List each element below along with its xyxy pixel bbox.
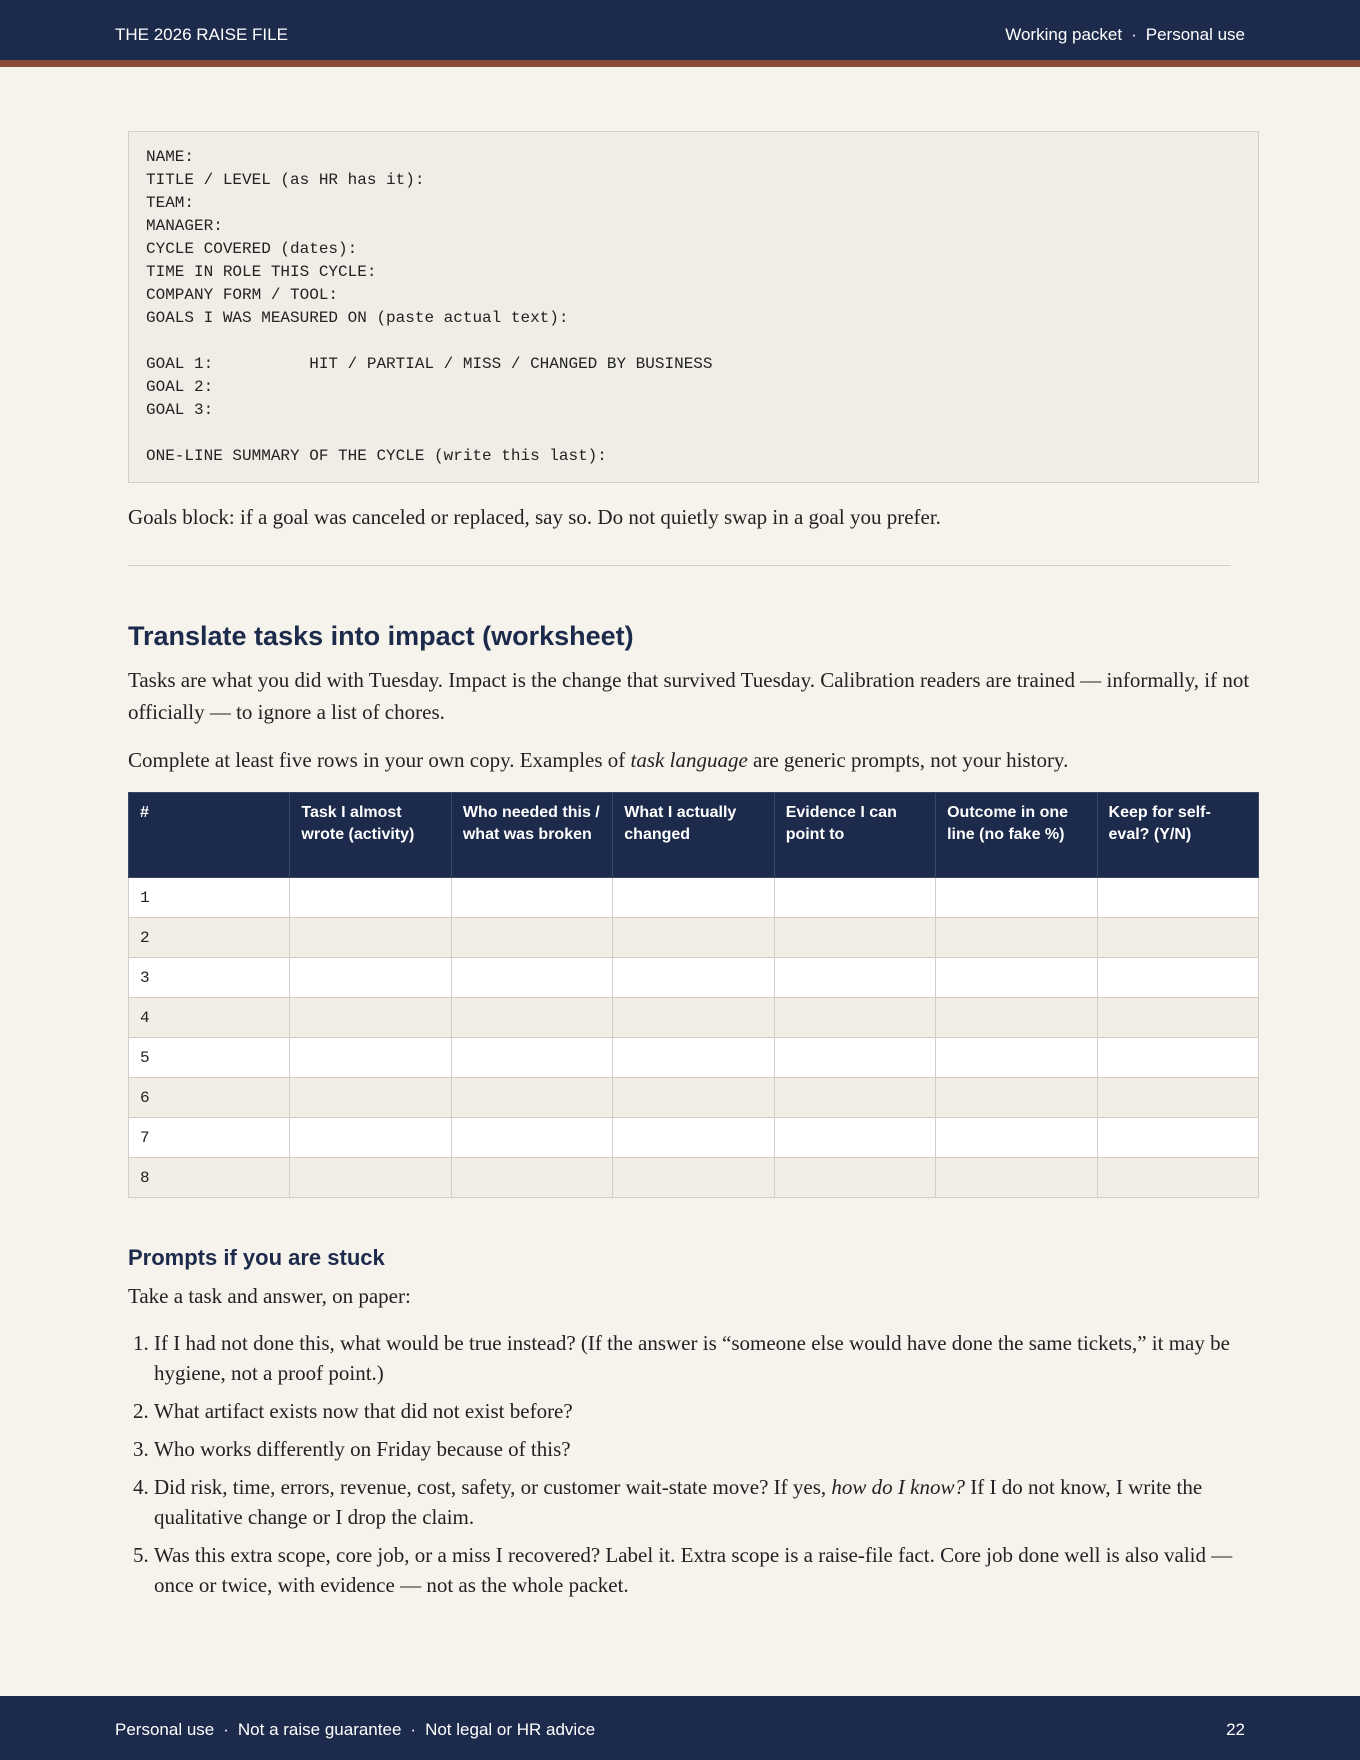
worksheet-cell[interactable] [290, 878, 451, 918]
prompt-text: Did risk, time, errors, revenue, cost, safety, or customer wait-state move? If yes, [154, 1475, 832, 1499]
table-row [129, 1078, 1259, 1118]
row-number-cell: 1 [129, 878, 290, 918]
table-row [129, 958, 1259, 998]
header-meta-packet: Working packet [1005, 25, 1123, 44]
worksheet-cell[interactable] [613, 998, 774, 1038]
row-number-cell: 8 [129, 1158, 290, 1198]
impact-worksheet-table [128, 792, 1259, 1198]
worksheet-cell[interactable] [774, 958, 935, 998]
worksheet-cell[interactable] [936, 998, 1097, 1038]
footer-separator: · [410, 1720, 417, 1739]
row-number-cell: 2 [129, 918, 290, 958]
worksheet-cell[interactable] [774, 878, 935, 918]
list-item [154, 1328, 1259, 1388]
worksheet-cell[interactable] [1097, 1038, 1258, 1078]
worksheet-cell[interactable] [290, 918, 451, 958]
worksheet-cell[interactable] [936, 1158, 1097, 1198]
worksheet-cell[interactable] [451, 918, 612, 958]
row-number-cell: 3 [129, 958, 290, 998]
instructions-text-before: Complete at least five rows in your own copy. Examples of [128, 748, 631, 772]
worksheet-cell[interactable] [613, 1118, 774, 1158]
worksheet-cell[interactable] [936, 878, 1097, 918]
worksheet-cell[interactable] [290, 1078, 451, 1118]
column-header: What I actually changed [613, 793, 774, 878]
worksheet-cell[interactable] [774, 1078, 935, 1118]
footer-no-advice: Not legal or HR advice [425, 1720, 596, 1739]
worksheet-cell[interactable] [936, 1118, 1097, 1158]
page-footer [0, 1696, 1360, 1760]
prompts-list [128, 1328, 1259, 1600]
column-header: # [129, 793, 290, 878]
column-header: Keep for self-eval? (Y/N) [1097, 793, 1258, 878]
table-row [129, 1038, 1259, 1078]
column-header: Outcome in one line (no fake %) [936, 793, 1097, 878]
goals-note: Goals block: if a goal was canceled or replaced, say so. Do not quietly swap in a goal you prefer. [128, 505, 941, 529]
worksheet-cell[interactable] [1097, 1078, 1258, 1118]
worksheet-cell[interactable] [774, 1038, 935, 1078]
worksheet-cell[interactable] [936, 1038, 1097, 1078]
row-number-cell: 4 [129, 998, 290, 1038]
worksheet-cell[interactable] [936, 958, 1097, 998]
worksheet-cell[interactable] [451, 878, 612, 918]
worksheet-cell[interactable] [1097, 918, 1258, 958]
page-number: 22 [1226, 1720, 1245, 1739]
table-row [129, 1118, 1259, 1158]
table-row [129, 918, 1259, 958]
column-header: Evidence I can point to [774, 793, 935, 878]
prompts-heading: Prompts if you are stuck [128, 1245, 385, 1270]
worksheet-cell[interactable] [451, 1118, 612, 1158]
page-content [128, 131, 1259, 1608]
column-header: Who needed this / what was broken [451, 793, 612, 878]
table-body [129, 878, 1259, 1198]
row-number-cell: 7 [129, 1118, 290, 1158]
worksheet-cell[interactable] [1097, 998, 1258, 1038]
worksheet-intro: Tasks are what you did with Tuesday. Impact is the change that survived Tuesday. Calibration readers are trained — informally, if not officially — to ignore a list of chores. [128, 668, 1250, 724]
prompt-text: Who works differently on Friday because of this? [154, 1437, 571, 1461]
instructions-emphasis: task language [630, 748, 748, 772]
worksheet-cell[interactable] [613, 918, 774, 958]
worksheet-cell[interactable] [290, 1118, 451, 1158]
footer-separator: · [223, 1720, 229, 1739]
prompt-text: What artifact exists now that did not exist before? [154, 1399, 573, 1423]
worksheet-cell[interactable] [1097, 1158, 1258, 1198]
worksheet-cell[interactable] [613, 1038, 774, 1078]
list-item [154, 1540, 1259, 1600]
worksheet-cell[interactable] [1097, 878, 1258, 918]
row-number-cell: 6 [129, 1078, 290, 1118]
worksheet-cell[interactable] [451, 1158, 612, 1198]
footer-personal-use: Personal use [115, 1720, 215, 1739]
column-header: Task I almost wrote (activity) [290, 793, 451, 878]
table-row [129, 1158, 1259, 1198]
row-number-cell: 5 [129, 1038, 290, 1078]
worksheet-cell[interactable] [1097, 1118, 1258, 1158]
worksheet-cell[interactable] [613, 1078, 774, 1118]
section-divider [128, 565, 1231, 566]
header-meta [1005, 25, 1245, 45]
worksheet-cell[interactable] [1097, 958, 1258, 998]
table-row [129, 998, 1259, 1038]
table-row [129, 878, 1259, 918]
worksheet-instructions [128, 744, 1259, 776]
prompt-text-after: If I do not know, I write the qualitative change or I drop the claim. [154, 1475, 1203, 1529]
profile-template-block: NAME: TITLE / LEVEL (as HR has it): TEAM: MANAGER: CYCLE COVERED (dates): TIME IN ROLE THIS CYCLE: COMPANY FORM / TOOL: GOALS I WAS MEASURED ON (paste actual text): GOAL 1: HIT / PARTIAL / MISS / CHANGED BY BUSINESS GOAL 2: GOAL 3: ONE-LINE SUMMARY OF THE CYCLE (write this last): [128, 131, 1259, 483]
worksheet-cell[interactable] [774, 1158, 935, 1198]
worksheet-cell[interactable] [451, 1078, 612, 1118]
worksheet-cell[interactable] [613, 1158, 774, 1198]
worksheet-cell[interactable] [613, 878, 774, 918]
worksheet-cell[interactable] [613, 958, 774, 998]
worksheet-cell[interactable] [290, 1158, 451, 1198]
page-header [0, 0, 1360, 67]
prompt-text: If I had not done this, what would be true instead? (If the answer is “someone else would have done the same tickets,” it may be hygiene, not a proof point.) [154, 1331, 1230, 1385]
header-meta-use: Personal use [1145, 25, 1245, 44]
prompt-emphasis: how do I know? [831, 1475, 965, 1499]
worksheet-cell[interactable] [451, 1038, 612, 1078]
list-item [154, 1472, 1259, 1532]
worksheet-cell[interactable] [451, 958, 612, 998]
prompts-intro: Take a task and answer, on paper: [128, 1284, 411, 1308]
worksheet-cell[interactable] [290, 958, 451, 998]
worksheet-cell[interactable] [936, 918, 1097, 958]
footer-disclaimers [115, 1720, 595, 1740]
table-header-row [129, 793, 1259, 878]
worksheet-cell[interactable] [290, 1038, 451, 1078]
prompt-text: Was this extra scope, core job, or a miss I recovered? Label it. Extra scope is a raise-file fact. Core job done well is also valid — once or twice, with evidence — not as the whole packet. [154, 1543, 1233, 1597]
header-separator: · [1131, 25, 1137, 44]
instructions-text-after: are generic prompts, not your history. [747, 748, 1069, 772]
worksheet-cell[interactable] [774, 1118, 935, 1158]
list-item [154, 1396, 1259, 1426]
list-item [154, 1434, 1259, 1464]
worksheet-cell[interactable] [774, 918, 935, 958]
worksheet-cell[interactable] [774, 998, 935, 1038]
document-title: THE 2026 RAISE FILE [115, 25, 288, 44]
worksheet-cell[interactable] [936, 1078, 1097, 1118]
worksheet-cell[interactable] [451, 998, 612, 1038]
worksheet-cell[interactable] [290, 998, 451, 1038]
worksheet-heading: Translate tasks into impact (worksheet) [128, 621, 634, 651]
footer-no-guarantee: Not a raise guarantee [237, 1720, 402, 1739]
